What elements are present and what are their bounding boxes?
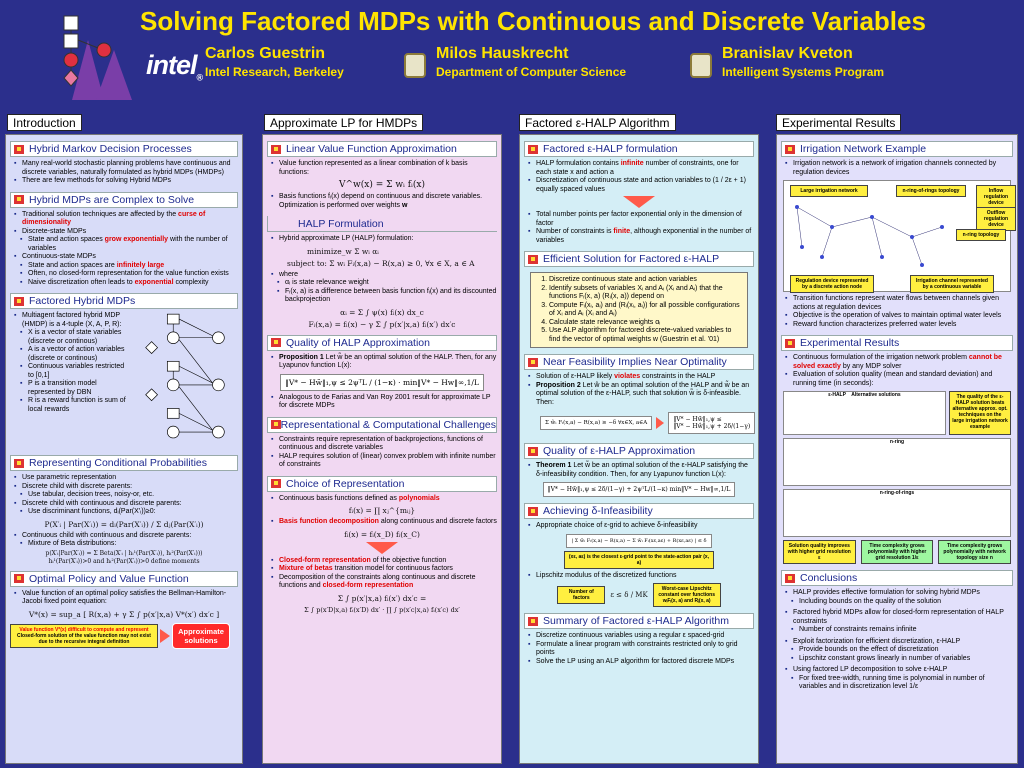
section-bullet-icon (528, 357, 539, 368)
list-item: ▪ Closed-form representation of the objective function (271, 557, 497, 566)
list-item: ▪ Reward function characterizes preferred water levels (785, 321, 1013, 330)
section-title: Choice of Representation (286, 477, 405, 490)
column-results (776, 134, 1018, 764)
bullet-list (528, 160, 754, 194)
section-bullet-icon (271, 478, 282, 489)
bullet-list (14, 590, 238, 607)
bullet-list (528, 462, 754, 479)
equation: P(X′ᵢ | Par(X′ᵢ)) = dᵢ(Par(X′ᵢ)) / Σ dⱼ(Par(X′ᵢ)) (44, 519, 204, 529)
equation: αᵢ = Σ ∫ ψ(x) fᵢ(x) dx_c (340, 307, 424, 317)
lipschitz-constant-box: Worst-case Lipschitz constant over functions wᵢFᵢ(x, a) and Rⱼ(x, a) (653, 583, 721, 607)
poster-header (0, 0, 1024, 110)
list-item: ▪ For fixed tree-width, running time is polynomial in number of variables and in discretization level 1/ε (791, 675, 1013, 692)
list-item: ▪ Traditional solution techniques are affected by the curse of dimensionality (14, 211, 238, 228)
figure-label: n-ring topology (956, 229, 1006, 241)
section-bullet-icon (785, 144, 796, 155)
list-item: ▪ Proposition 1 Let w̃ be an optimal solution of the HALP. Then, for any Lyapunov function L(x): (271, 354, 497, 371)
list-item: ▪ Evaluation of solution quality (mean and standard deviation) and running time (in seconds): (785, 371, 1013, 388)
callout-box: The quality of the ε-HALP solution beats alternative approx. opt. techniques on the large irrigation network example (949, 391, 1011, 435)
list-item: ▪ Discretize continuous variables using a regular ε spaced-grid (528, 632, 754, 641)
list-item: ▪ Continuous-state MDPs (14, 253, 238, 262)
section-header (267, 417, 497, 433)
section-header (524, 503, 754, 519)
list-item: ▪ Discrete child with discrete parents: (14, 483, 238, 492)
section-bullet-icon (528, 506, 539, 517)
list-item: ▪ Constraints require representation of backprojections, functions of continuous and discrete variables (271, 436, 497, 453)
algorithm-box (530, 272, 748, 348)
list-item: ▪ Lipschitz modulus of the discretized functions (528, 572, 754, 581)
column-algorithm (519, 134, 759, 764)
intel-logo: intel$_®$ (146, 50, 203, 83)
equation-box: ‖V* − Hw̃‖₁,ψ ≤ 2ψᵀL / (1−κ) · min‖V* − Hw‖∞,1/L (280, 374, 484, 391)
section-bullet-icon (528, 254, 539, 265)
list-item: ▪ State and action spaces are infinitely large (20, 262, 238, 271)
section-title: Hybrid Markov Decision Processes (29, 143, 192, 155)
section-title: Hybrid MDPs are Complex to Solve (29, 193, 195, 206)
list-item: ▪ Use discriminant functions, dᵢ(Par(X′ᵢ))≥0: (20, 508, 238, 517)
bullet-list (271, 235, 497, 244)
list-item: ▪ P is a transition model represented by DBN (20, 380, 130, 397)
section-header (267, 335, 497, 351)
equation: Fᵢ(x,a) = fᵢ(x) − γ Σ ∫ p(x′|x,a) fᵢ(x′) dx′c (308, 319, 456, 329)
author-2 (436, 45, 626, 79)
bullet-list (785, 295, 1013, 329)
section-header (267, 476, 497, 492)
bullet-list (14, 312, 130, 449)
list-item: ▪ Using factored LP decomposition to solve ε-HALP (785, 666, 1013, 675)
list-item: ▪ Total number points per factor exponential only in the dimension of factor (528, 211, 754, 228)
section-header (10, 141, 238, 157)
list-item: ▪ A is a vector of action variables (discrete or continous) (20, 346, 130, 363)
section-bullet-icon (14, 144, 25, 155)
section-title: Factored ε-HALP formulation (543, 143, 678, 155)
university-seal-icon (404, 53, 426, 78)
university-seal-icon (690, 53, 712, 78)
bullet-list (271, 518, 497, 527)
bullet-list (528, 211, 754, 245)
finding-box: Solution quality improves with higher grid resolution ε (783, 540, 856, 564)
list-item: ▪ Number of constraints is finite, although exponential in the number of variables (528, 228, 754, 245)
list-item: ▪ HALP formulation contains infinite number of constraints, one for each state x and action a (528, 160, 754, 177)
column-header-approximate-lp: Approximate LP for HMDPs (264, 114, 423, 131)
equation: V*(x) = sup_a [ R(x,a) + γ Σ ∫ p(x′|x,a) V*(x′) dx′c ] (28, 609, 220, 619)
section-header (10, 455, 238, 471)
dbn-diagram (130, 309, 238, 449)
section-title: Near Feasibility Implies Near Optimality (543, 356, 727, 368)
bullet-list (14, 474, 238, 517)
section-title: Experimental Results (800, 337, 900, 349)
list-item: ▪ Hybrid approximate LP (HALP) formulation: (271, 235, 497, 244)
approximate-solutions-box: Approximate solutions (172, 623, 230, 649)
equation: Σ ∫ p(x′|x,a) fᵢ(x′) dx′c = (337, 593, 427, 603)
author-3 (722, 45, 884, 79)
section-title: Efficient Solution for Factored ε-HALP (543, 253, 720, 265)
section-header (267, 216, 497, 232)
list-item: ▪ HALP requires solution of (linear) convex problem with infinite number of constraints (271, 453, 497, 470)
bullet-list (14, 211, 238, 288)
list-item: ▪ R is a reward function is sum of local rewards (20, 397, 130, 414)
section-header (781, 335, 1013, 351)
list-item: ▪ Fᵢ(x, a) is a difference between basis function fᵢ(x) and its discounted backprojection (277, 288, 497, 305)
section-bullet-icon (528, 144, 539, 155)
author-affiliation: Intelligent Systems Program (722, 65, 885, 79)
bullet-list (271, 436, 497, 470)
bullet-list (271, 271, 497, 305)
section-header (781, 141, 1013, 157)
list-item: ▪ Discrete child with continuous and discrete parents: (14, 500, 238, 509)
section-title: HALP Formulation (298, 217, 384, 230)
list-item: ▪ Number of constraints remains infinite (791, 626, 1013, 635)
list-item: ▪ Appropriate choice of ε-grid to achieve δ-infeasibility (528, 522, 754, 531)
list-item: ▪ Solution of ε-HALP likely violates constraints in the HALP (528, 373, 754, 382)
equation-box: ‖V* − Hw̃‖₁,ψ ≤ ‖V* − Hŵ‖₁,ψ + 2δ/(1−γ) (668, 412, 755, 434)
list-item: ▪ Use parametric representation (14, 474, 238, 483)
list-item: ▪ Solve the LP using an ALP algorithm for factored discrete MDPs (528, 658, 754, 667)
dbn-logo-icon (52, 10, 134, 100)
list-item: ▪ Use tabular, decision trees, noisy-or, etc. (20, 491, 238, 500)
equation: minimize_w Σ wᵢ αᵢ (307, 246, 379, 256)
bullet-list (271, 160, 497, 177)
figure-label: Irrigation channel represented by a continuous variable (910, 275, 994, 293)
author-affiliation: Department of Computer Science (436, 65, 627, 79)
equation-box: ‖V* − Hw̃‖₁,ψ ≤ 2δ/(1−γ) + 2ψᵀL/(1−κ) min‖V* − Hw‖∞,1/L (543, 482, 736, 497)
table-title: n-ring (889, 439, 905, 445)
section-header (10, 293, 238, 309)
section-bullet-icon (528, 616, 539, 627)
poster-title: Solving Factored MDPs with Continuous and Discrete Variables (140, 6, 926, 36)
list-item: ▪ Theorem 1 Let w̃ be an optimal solution of the ε-HALP satisfying the δ-infeasibility condition. Then, for any Lyapunov function L(x): (528, 462, 754, 479)
figure-label: Outflow regulation device (976, 207, 1016, 231)
results-table (783, 438, 1011, 486)
list-item: ▪ Continuous variables restricted to [0,1] (20, 363, 130, 380)
list-item: ▪ Discretization of continuous state and action variables to (1 / 2ε + 1) equally spaced values (528, 177, 754, 194)
section-header (10, 571, 238, 587)
bullet-list (14, 160, 238, 186)
bullet-list (271, 394, 497, 411)
table-title: ε-HALP Alternative solutions (828, 392, 901, 398)
section-title: Summary of Factored ε-HALP Algorithm (543, 615, 729, 627)
author-name: Carlos Guestrin (205, 45, 326, 62)
section-title: Representing Conditional Probabilities (29, 457, 208, 469)
list-item: ▪ Often, no closed-form representation for the value function exists (20, 270, 238, 279)
list-item: ▪ Value function represented as a linear combination of k basis functions: (271, 160, 497, 177)
list-item: ▪ Objective is the operation of valves to maintain optimal water levels (785, 312, 1013, 321)
list-item: ▪ State and action spaces grow exponentially with the number of variables (20, 236, 238, 253)
equation: V^w(x) = Σ wᵢ fᵢ(x) (339, 180, 425, 190)
column-header-algorithm: Factored ε-HALP Algorithm (519, 114, 676, 131)
list-item: ▪ Continuous child with continuous and discrete parents: (14, 532, 238, 541)
section-bullet-icon (271, 419, 277, 430)
list-item: ▪ Irrigation network is a network of irrigation channels connected by regulation devices (785, 160, 1013, 177)
irrigation-network-figure (783, 180, 1011, 292)
equation: fᵢ(x) = ∏ xⱼ^{mᵢⱼ} (348, 506, 416, 515)
results-table (783, 391, 946, 435)
section-bullet-icon (785, 573, 796, 584)
note-box: (xε, aε) is the closest ε-grid point to the state-action pair (x, a) (564, 551, 714, 569)
equation-box: Σ w̃ᵢ Fᵢ(x,a) − R(x,a) ≥ −δ ∀x∈X, a∈A (540, 416, 652, 430)
list-item: ▪ Mixture of Beta distributions: (20, 540, 238, 549)
list-item: ▪ Analogous to de Farias and Van Roy 2001 result for approximate LP for discrete MDPs (271, 394, 497, 411)
list-item: ▪ HALP provides effective formulation for solving hybrid MDPs (785, 589, 1013, 598)
list-item: ▪ Many real-world stochastic planning problems have continuous and discrete variables, naturally formulated as hybrid MDPs (HMDPs) (14, 160, 238, 177)
network-graph-icon (792, 197, 952, 271)
list-item: ▪ Provide bounds on the effect of discretization (791, 646, 1013, 655)
note-box: Value function V*(x) difficult to compute and represent Closed-form solution of the value function may not exist due to the recursive integral definition (10, 624, 158, 648)
bullet-list (785, 160, 1013, 177)
equation: fᵢ(x) = fᵢ(x_D) fᵢ(x_C) (344, 529, 420, 539)
list-item: ▪ Basis functions fᵢ(x) depend on continuous and discrete variables. Optimization is performed over weights w (271, 193, 497, 210)
list-item: ▪ Multiagent factored hybrid MDP (HMDP) is a 4-tuple (X, A, P, R): (14, 312, 130, 329)
equation: hᵢ¹(Par(X′ᵢ))>0 and hᵢ²(Par(X′ᵢ))>0 define moments (48, 557, 200, 565)
equation: Σ ∫ p(x′D|x,a) fᵢ(x′D) dx′ · ∏ ∫ p(x′c|x,a) fᵢ(x′c) dx′ (304, 605, 460, 614)
section-title: Quality of HALP Approximation (286, 336, 430, 349)
bullet-list (271, 495, 497, 504)
column-header-results: Experimental Results (776, 114, 901, 131)
algorithm-steps (547, 276, 743, 344)
arrow-down-icon (366, 542, 398, 554)
section-bullet-icon (271, 337, 282, 348)
section-bullet-icon (785, 338, 796, 349)
section-bullet-icon (14, 458, 25, 469)
arrow-down-icon (623, 196, 655, 208)
figure-label: n-ring-of-rings topology (896, 185, 966, 197)
number-of-factors-box: Number of factors (557, 586, 605, 604)
list-item: ▪ Factored hybrid MDPs allow for closed-form representation of HALP constraints (785, 609, 1013, 626)
section-bullet-icon (14, 296, 25, 307)
finding-box: Time complexity grows polynomially with network topology size n (938, 540, 1011, 564)
arrow-right-icon (160, 629, 170, 643)
bullet-list (785, 589, 1013, 692)
bullet-list (271, 354, 497, 371)
column-header-introduction: Introduction (7, 114, 82, 131)
algorithm-step: 3. Compute Fᵢ(xᵢ, aᵢ) and (Rᵢ(xᵢ, aᵢ)) for all possible configurations of Xᵢ and Aᵢ (Xᵢ and Aᵢ) (549, 302, 743, 319)
list-item: ▪ αᵢ is state relevance weight (277, 279, 497, 288)
section-header (524, 251, 754, 267)
section-bullet-icon (528, 446, 539, 457)
bullet-list (14, 532, 238, 549)
column-introduction (5, 134, 243, 764)
algorithm-step: 5. Use ALP algorithm for factored discrete-valued variables to find the vector of optimal weights w (Guestrin et al. '01) (549, 327, 743, 344)
section-title: Optimal Policy and Value Function (29, 572, 189, 585)
bullet-list (271, 557, 497, 591)
list-item: ▪ Value function of an optimal policy satisfies the Bellman-Hamilton-Jacobi fixed point equation: (14, 590, 238, 607)
section-bullet-icon (14, 194, 25, 205)
section-header (524, 354, 754, 370)
finding-box: Time complexity grows polynomially with higher grid resolution 1/ε (861, 540, 934, 564)
bullet-list (528, 572, 754, 581)
list-item: ▪ Including bounds on the quality of the solution (791, 598, 1013, 607)
section-header (781, 570, 1013, 586)
algorithm-step: 1. Discretize continuous state and action variables (549, 276, 743, 285)
equation: ε ≤ δ / MK (610, 591, 648, 599)
bullet-list (785, 354, 1013, 388)
bullet-list (528, 632, 754, 666)
figure-label: Large irrigation network (790, 185, 868, 197)
list-item: ▪ Continuous basis functions defined as polynomials (271, 495, 497, 504)
list-item: ▪ Naive discretization often leads to exponential complexity (20, 279, 238, 288)
section-title: Irrigation Network Example (800, 143, 927, 155)
section-title: Linear Value Function Approximation (286, 143, 457, 155)
section-header (524, 443, 754, 459)
equation: subject to: Σ wᵢ Fᵢ(x,a) − R(x,a) ≥ 0, ∀x ∈ X, a ∈ A (287, 258, 475, 268)
section-bullet-icon (271, 144, 282, 155)
list-item: ▪ Exploit factorization for efficient discretization, ε-HALP (785, 638, 1013, 647)
section-title: Factored Hybrid MDPs (29, 295, 136, 307)
bullet-list (271, 193, 497, 210)
intel-logo-text: intel (146, 50, 197, 80)
section-title: Representational & Computational Challenges (280, 418, 496, 431)
section-header (524, 613, 754, 629)
equation-box: | Σ w̃ᵢ Fᵢ(x,a) − R(x,a) − Σ w̃ᵢ Fᵢ(xε,aε) + R(xε,aε) | ≤ δ (566, 534, 711, 548)
figure-label: Inflow regulation device (976, 185, 1016, 209)
section-header (10, 192, 238, 208)
algorithm-step: 2. Identify subsets of variables Xᵢ and Aᵢ (Xᵢ and Aᵢ) that the functions Fᵢ(x, a) (Rᵢ(x, a)) depend on (549, 285, 743, 302)
bullet-list (528, 522, 754, 531)
list-item: ▪ X is a vector of state variables (discrete or continous) (20, 329, 130, 346)
list-item: ▪ Transition functions represent water flows between channels given actions at regulation devices (785, 295, 1013, 312)
figure-label: Regulation device represented by a discrete action node (790, 275, 874, 293)
algorithm-step: 4. Calculate state relevance weights αᵢ (549, 319, 743, 328)
list-item: ▪ Discrete-state MDPs (14, 228, 238, 237)
list-item: ▪ Proposition 2 Let ŵ be an optimal solution of the HALP and w̃ be an optimal solution of the ε-HALP, such that solution w̃ is δ-infeasible. Then: (528, 382, 754, 408)
author-1 (205, 45, 344, 79)
list-item: ▪ Formulate a linear program with constraints restricted only to grid points (528, 641, 754, 658)
list-item: ▪ Basis function decomposition along continuous and discrete factors (271, 518, 497, 527)
author-name: Milos Hauskrecht (436, 45, 569, 62)
section-title: Conclusions (800, 572, 858, 584)
section-title: Achieving δ-Infeasibility (543, 505, 653, 517)
list-item: ▪ where (271, 271, 497, 280)
section-header (524, 141, 754, 157)
bullet-list (528, 373, 754, 407)
list-item: ▪ Decomposition of the constraints along continuous and discrete functions and closed-form representation (271, 574, 497, 591)
arrow-right-icon (656, 417, 664, 429)
section-title: Quality of ε-HALP Approximation (543, 445, 696, 457)
list-item: ▪ Mixture of betas transition model for continuous factors (271, 565, 497, 574)
author-affiliation: Intel Research, Berkeley (205, 65, 344, 79)
section-bullet-icon (14, 573, 25, 584)
list-item: ▪ Lipschitz constant grows linearly in number of variables (791, 655, 1013, 664)
table-title: n-ring-of-rings (879, 490, 915, 496)
results-table (783, 489, 1011, 537)
list-item: ▪ Continuous formulation of the irrigation network problem cannot be solved exactly by any MDP solver (785, 354, 1013, 371)
column-approximate-lp (262, 134, 502, 764)
list-item: ▪ There are few methods for solving Hybrid MDPs (14, 177, 238, 186)
section-header (267, 141, 497, 157)
author-name: Branislav Kveton (722, 45, 853, 62)
equation: p(X′ᵢ|Par(X′ᵢ)) = Σ Beta(X′ᵢ | hᵢ¹(Par(X′ᵢ)), hᵢ²(Par(X′ᵢ))) (45, 549, 203, 557)
